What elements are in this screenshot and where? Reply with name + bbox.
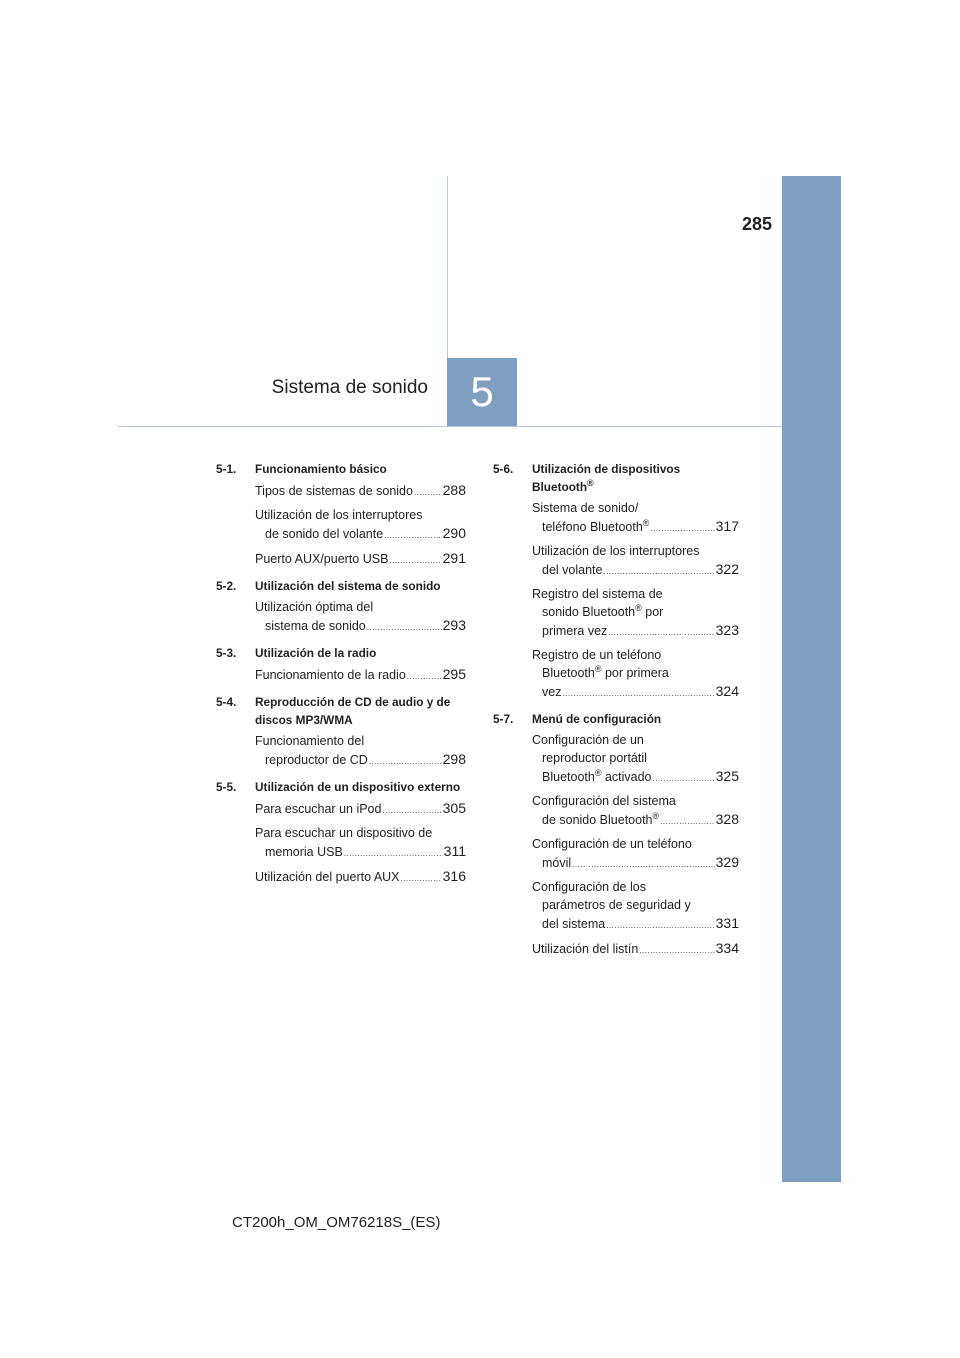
toc-section-title: Menú de configuración bbox=[532, 712, 662, 726]
toc-section-heading bbox=[493, 460, 739, 496]
toc-entry-page: 316 bbox=[442, 868, 466, 884]
toc-entry-leader-row bbox=[255, 799, 466, 820]
toc-entry[interactable] bbox=[255, 867, 466, 888]
toc-entry-label: Tipos de sistemas de sonido bbox=[255, 484, 413, 498]
toc-entry[interactable] bbox=[532, 939, 739, 960]
toc-entry-page: 329 bbox=[715, 854, 739, 870]
toc-entry-leader-row bbox=[532, 767, 739, 788]
toc-entry-line: Configuración de un bbox=[532, 733, 644, 747]
toc-section-heading bbox=[216, 460, 466, 478]
toc-entry-page: 325 bbox=[715, 768, 739, 784]
dot-leader bbox=[344, 845, 443, 863]
toc-section bbox=[493, 710, 739, 960]
toc-entry-page: 311 bbox=[443, 843, 466, 859]
toc-entry[interactable] bbox=[255, 732, 466, 771]
toc-entry-page: 295 bbox=[442, 666, 466, 682]
dot-leader bbox=[407, 668, 442, 686]
toc-entry[interactable] bbox=[255, 824, 466, 863]
toc-entry[interactable] bbox=[532, 646, 739, 703]
toc-entry-line: Utilización de los interruptores bbox=[255, 508, 423, 522]
toc-entry-page: 298 bbox=[442, 751, 466, 767]
toc-entry-label: memoria USB bbox=[265, 845, 343, 859]
dot-leader bbox=[608, 624, 714, 642]
toc-entry-label: del sistema bbox=[542, 917, 606, 931]
toc-entry[interactable] bbox=[255, 598, 466, 637]
toc-entry-line: Utilización óptima del bbox=[255, 600, 374, 614]
dot-leader bbox=[639, 942, 714, 960]
toc-entry-page: 291 bbox=[442, 550, 466, 566]
toc-section-heading bbox=[216, 577, 466, 595]
toc-section-heading bbox=[216, 778, 466, 796]
toc-entry-line: reproductor portátil bbox=[542, 751, 647, 765]
toc-entry-label: móvil bbox=[542, 856, 572, 870]
toc-entry-page: 317 bbox=[715, 518, 739, 534]
toc-entry-leader-row bbox=[255, 549, 466, 570]
toc-entry-leader-row bbox=[532, 853, 739, 874]
toc-section bbox=[216, 693, 466, 771]
chapter-side-tab bbox=[782, 176, 841, 1182]
toc-entry-page: 305 bbox=[442, 800, 466, 816]
toc-section-number: 5-6. bbox=[493, 462, 514, 476]
dot-leader bbox=[382, 802, 441, 820]
header-vertical-rule bbox=[447, 176, 448, 358]
toc-entry[interactable] bbox=[532, 731, 739, 788]
toc-section bbox=[493, 460, 739, 703]
toc-entry-page: 328 bbox=[715, 811, 739, 827]
chapter-title: Sistema de sonido bbox=[271, 377, 428, 398]
dot-leader bbox=[653, 770, 715, 788]
dot-leader bbox=[572, 856, 714, 874]
footer-document-code: CT200h_OM_OM76218S_(ES) bbox=[232, 1214, 441, 1231]
toc-section-number: 5-4. bbox=[216, 695, 237, 709]
toc-section-title: Utilización de un dispositivo externo bbox=[255, 780, 461, 794]
toc-entry-line: Registro del sistema de bbox=[532, 587, 663, 601]
toc-section-number: 5-1. bbox=[216, 462, 237, 476]
toc-section bbox=[216, 778, 466, 888]
toc-entry-label: reproductor de CD bbox=[265, 753, 368, 767]
dot-leader bbox=[606, 917, 714, 935]
toc-entry-line: Bluetooth® por primera bbox=[542, 663, 669, 680]
toc-entry[interactable] bbox=[255, 799, 466, 820]
toc-entry[interactable] bbox=[532, 499, 739, 538]
toc-section-title: Reproducción de CD de audio y de discos MP3/WMA bbox=[255, 695, 451, 727]
toc-entry-leader-row bbox=[532, 517, 739, 538]
toc-entry-label: del volante bbox=[542, 563, 603, 577]
toc-section-heading bbox=[493, 710, 739, 728]
toc-entry-page: 331 bbox=[715, 915, 739, 931]
toc-entry-leader-row bbox=[255, 750, 466, 771]
toc-entry-leader-row bbox=[532, 682, 739, 703]
toc-entry-leader-row bbox=[532, 560, 739, 581]
toc-entry-page: 293 bbox=[442, 617, 466, 633]
toc-section-heading bbox=[216, 644, 466, 662]
toc-entry-page: 322 bbox=[715, 561, 739, 577]
toc-entry-leader-row bbox=[255, 616, 466, 637]
toc-entry-label: Utilización del listín bbox=[532, 942, 639, 956]
toc-right-column bbox=[493, 460, 739, 967]
toc-entry-label: Puerto AUX/puerto USB bbox=[255, 552, 389, 566]
toc-entry-leader-row bbox=[532, 914, 739, 935]
toc-entry[interactable] bbox=[532, 835, 739, 874]
chapter-number-box: 5 bbox=[447, 358, 517, 426]
toc-entry-leader-row bbox=[255, 524, 466, 545]
toc-entry-leader-row bbox=[255, 665, 466, 686]
toc-entry-line: Funcionamiento del bbox=[255, 734, 365, 748]
dot-leader bbox=[603, 563, 714, 581]
toc-section bbox=[216, 460, 466, 570]
dot-leader bbox=[650, 520, 714, 538]
toc-entry-leader-row bbox=[532, 621, 739, 642]
toc-entry-label: Utilización del puerto AUX bbox=[255, 870, 400, 884]
toc-entry-label: de sonido Bluetooth® bbox=[542, 810, 660, 827]
toc-entry-leader-row bbox=[255, 867, 466, 888]
dot-leader bbox=[562, 685, 714, 703]
toc-entry-line: Configuración del sistema bbox=[532, 794, 676, 808]
toc-entry-leader-row bbox=[532, 810, 739, 831]
toc-entry-line: parámetros de seguridad y bbox=[542, 898, 691, 912]
toc-section-title: Utilización de la radio bbox=[255, 646, 377, 660]
toc-section-number: 5-7. bbox=[493, 712, 514, 726]
toc-entry-line: Sistema de sonido/ bbox=[532, 501, 639, 515]
toc-entry-line: Registro de un teléfono bbox=[532, 648, 662, 662]
toc-section bbox=[216, 577, 466, 637]
page-number: 285 bbox=[741, 214, 772, 234]
toc-entry-leader-row bbox=[255, 481, 466, 502]
toc-entry-line: Configuración de los bbox=[532, 880, 646, 894]
toc-entry-line: Para escuchar un dispositivo de bbox=[255, 826, 433, 840]
toc-entry-page: 323 bbox=[715, 622, 739, 638]
toc-section-number: 5-2. bbox=[216, 579, 237, 593]
toc-section-title: Utilización del sistema de sonido bbox=[255, 579, 441, 593]
toc-entry[interactable] bbox=[255, 549, 466, 570]
toc-entry-leader-row bbox=[255, 842, 466, 863]
toc-entry-page: 288 bbox=[442, 482, 466, 498]
toc-entry-page: 324 bbox=[715, 683, 739, 699]
toc-entry-line: sonido Bluetooth® por bbox=[542, 602, 664, 619]
toc-entry-page: 290 bbox=[442, 525, 466, 541]
toc-entry-label: primera vez bbox=[542, 624, 608, 638]
toc-entry-label: Bluetooth® activado bbox=[542, 767, 652, 784]
toc-section-heading bbox=[216, 693, 466, 729]
toc-entry-label: sistema de sonido bbox=[265, 619, 366, 633]
dot-leader bbox=[401, 870, 442, 888]
toc-entry-leader-row bbox=[532, 939, 739, 960]
header-horizontal-rule bbox=[118, 426, 782, 427]
toc-entry[interactable] bbox=[532, 585, 739, 642]
toc-entry-label: teléfono Bluetooth® bbox=[542, 517, 650, 534]
toc-section-title: Utilización de dispositivos Bluetooth® bbox=[532, 462, 681, 494]
toc-entry[interactable] bbox=[532, 542, 739, 581]
toc-entry-line: Configuración de un teléfono bbox=[532, 837, 692, 851]
dot-leader bbox=[414, 484, 442, 502]
toc-entry[interactable] bbox=[532, 792, 739, 831]
toc-entry-line: Utilización de los interruptores bbox=[532, 544, 700, 558]
toc-entry-label: Para escuchar un iPod bbox=[255, 802, 382, 816]
toc-entry-page: 334 bbox=[715, 940, 739, 956]
toc-entry-label: de sonido del volante bbox=[265, 527, 384, 541]
toc-section-title: Funcionamiento básico bbox=[255, 462, 387, 476]
toc-entry[interactable] bbox=[255, 506, 466, 545]
toc-section-number: 5-3. bbox=[216, 646, 237, 660]
dot-leader bbox=[389, 552, 441, 570]
toc-section-number: 5-5. bbox=[216, 780, 237, 794]
toc-entry[interactable] bbox=[255, 481, 466, 502]
dot-leader bbox=[369, 753, 442, 771]
toc-entry-label: Funcionamiento de la radio bbox=[255, 668, 406, 682]
dot-leader bbox=[384, 527, 441, 545]
toc-entry[interactable] bbox=[255, 665, 466, 686]
dot-leader bbox=[367, 619, 442, 637]
toc-left-column bbox=[216, 460, 466, 895]
toc-entry[interactable] bbox=[532, 878, 739, 935]
toc-entry-label: vez bbox=[542, 685, 562, 699]
dot-leader bbox=[660, 813, 714, 831]
toc-section bbox=[216, 644, 466, 686]
